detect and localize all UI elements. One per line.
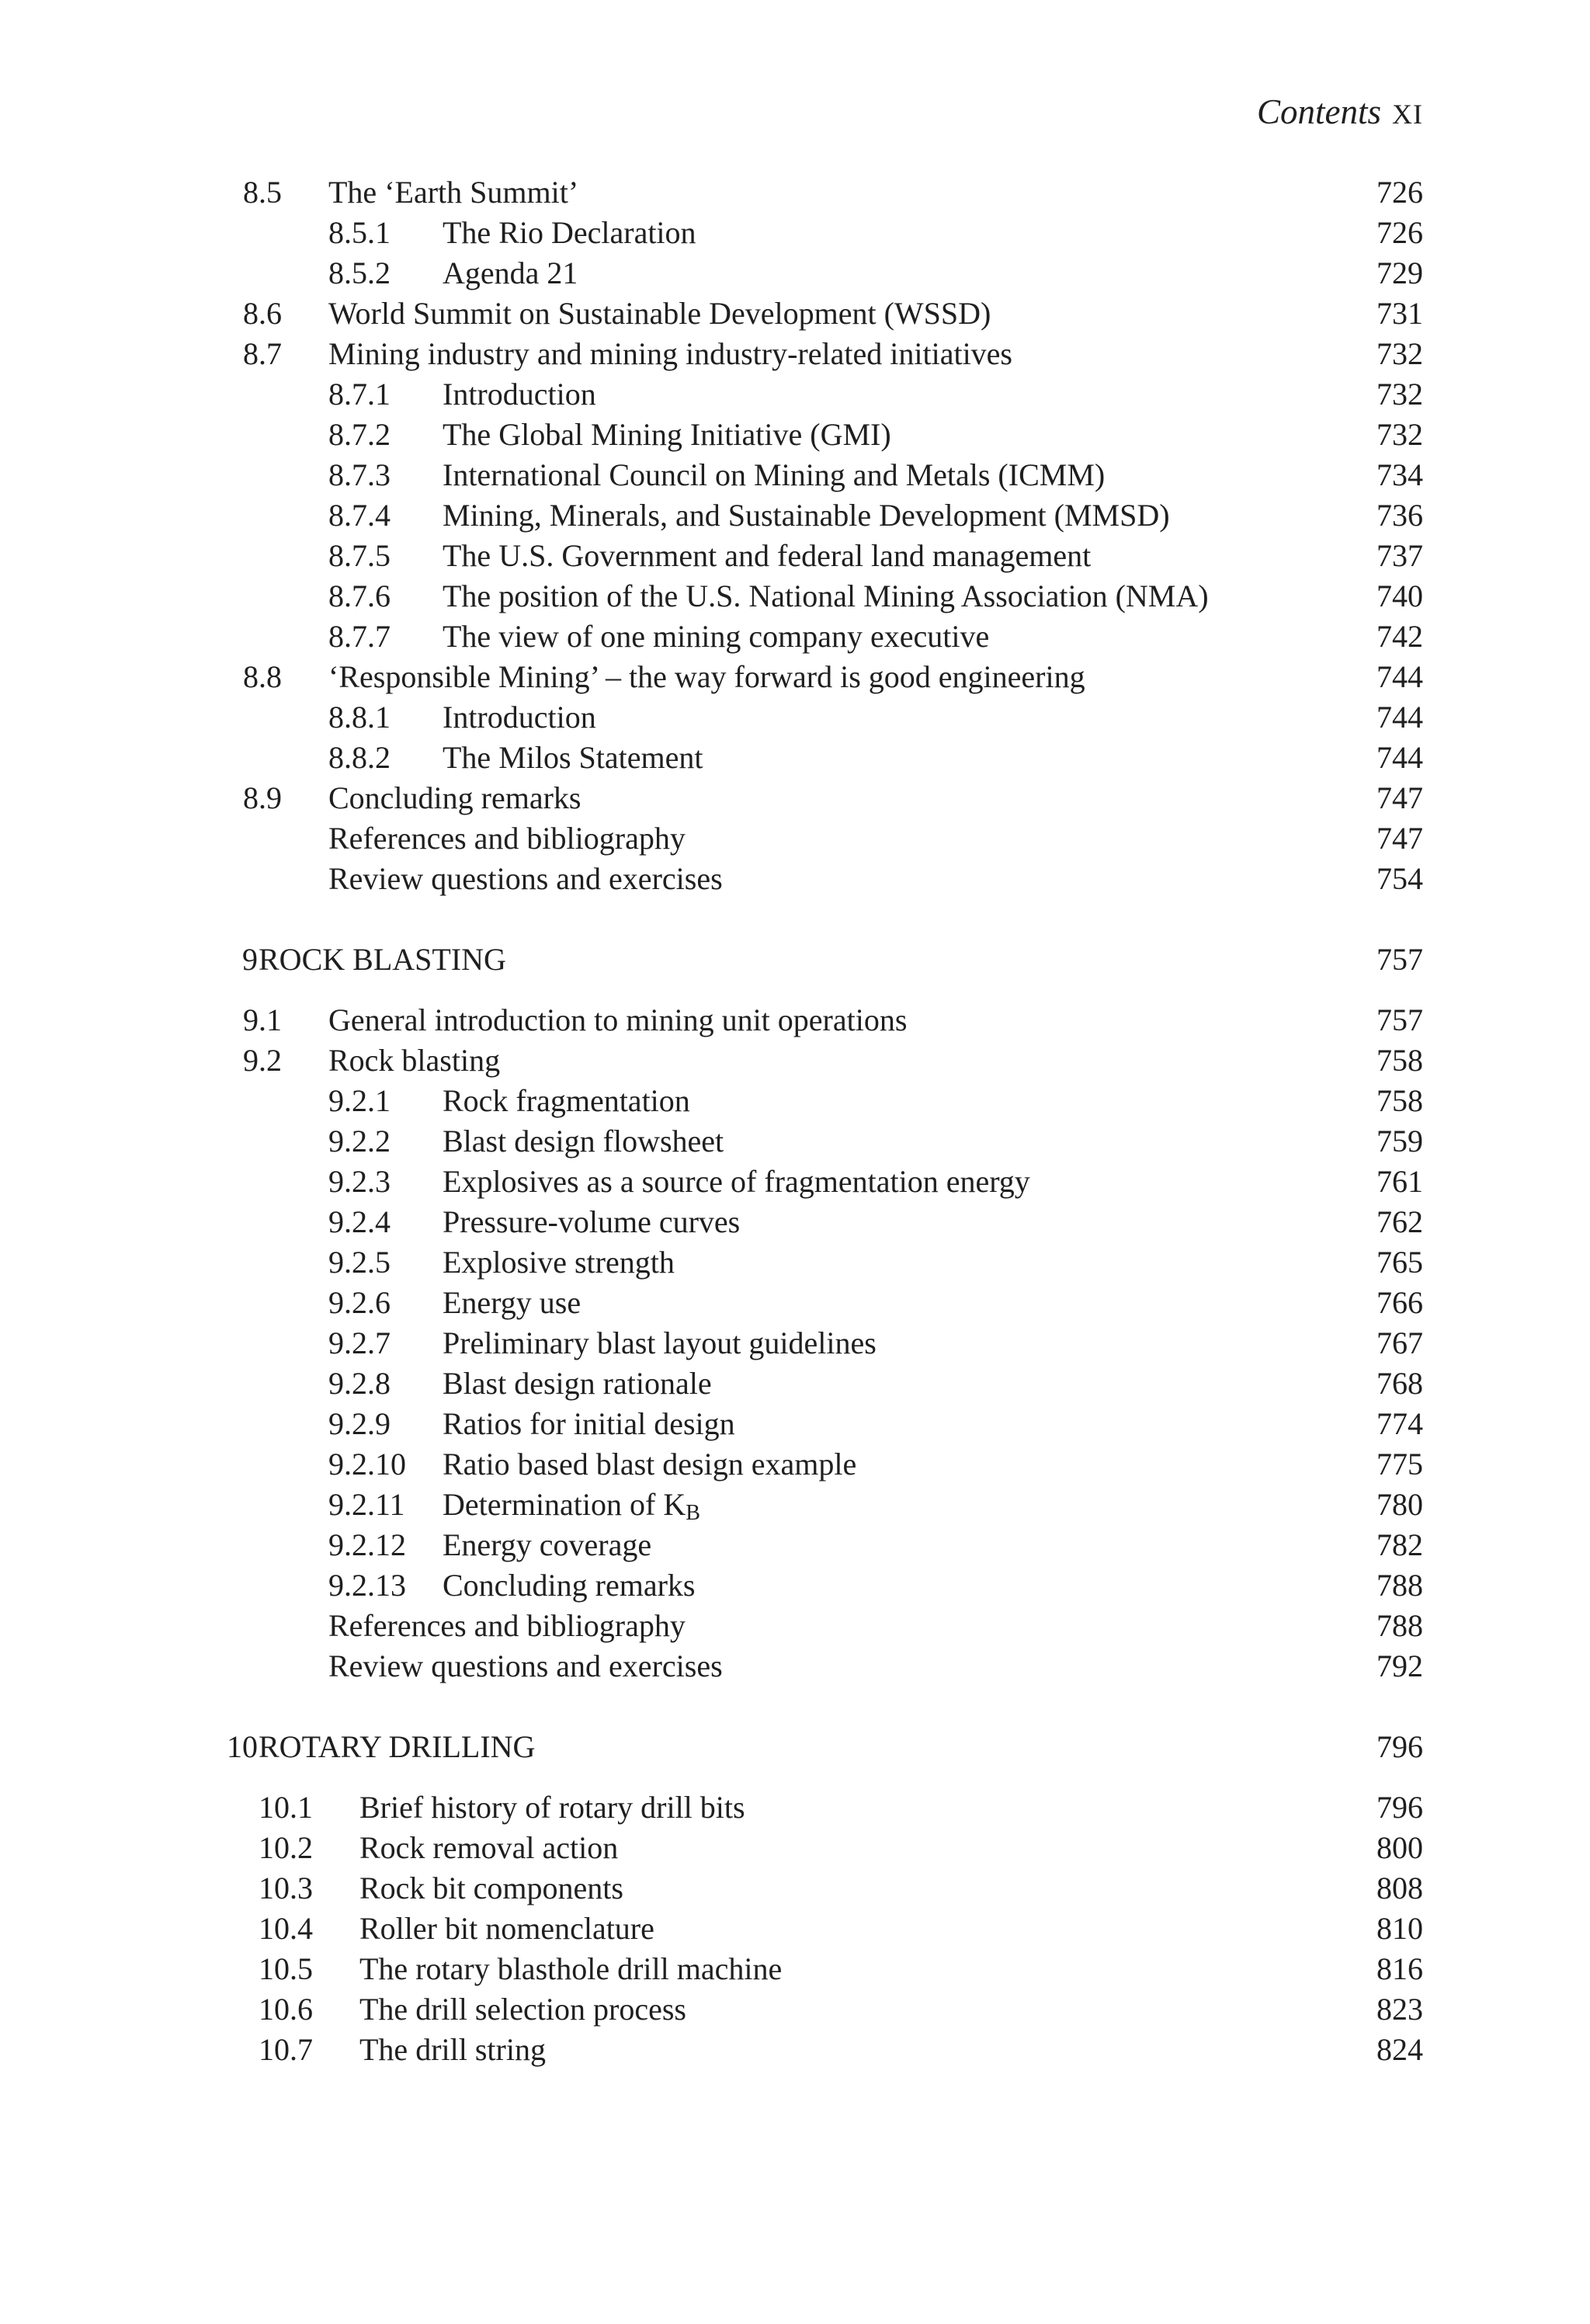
toc-entry-title bbox=[443, 1444, 856, 1485]
toc-entry-number: 9.2.6 bbox=[328, 1285, 391, 1320]
toc-entry-title-text: Energy coverage bbox=[443, 1527, 652, 1562]
toc-entry-title-text: World Summit on Sustainable Development (WSSD) bbox=[328, 296, 991, 331]
toc-entry-number: 10.1 bbox=[259, 1790, 313, 1825]
toc-entry-page: 761 bbox=[1376, 1164, 1423, 1199]
toc-entry-page: 757 bbox=[1376, 942, 1423, 977]
toc-entry-page: 726 bbox=[1376, 215, 1423, 250]
toc-entry bbox=[0, 1525, 1590, 1565]
toc-entry-title bbox=[443, 1404, 735, 1444]
toc-entry bbox=[0, 455, 1590, 495]
toc-entry-title bbox=[443, 495, 1170, 536]
toc-entry-number: 8.7.4 bbox=[328, 498, 391, 533]
toc-entry-page: 768 bbox=[1376, 1366, 1423, 1401]
toc-entry bbox=[0, 1828, 1590, 1868]
toc-entry-page: 740 bbox=[1376, 578, 1423, 613]
toc-entry-page: 734 bbox=[1376, 457, 1423, 492]
toc-entry-subscript: B bbox=[686, 1501, 700, 1525]
toc-entry-number: 8.7.1 bbox=[328, 377, 391, 412]
toc-entry bbox=[0, 172, 1590, 213]
toc-entry bbox=[0, 1040, 1590, 1081]
toc-entry-title bbox=[259, 940, 506, 980]
toc-entry-title bbox=[328, 1646, 723, 1687]
toc-entry bbox=[0, 1989, 1590, 2030]
toc-entry-title bbox=[328, 818, 686, 859]
toc-entry-title-text: Introduction bbox=[443, 700, 596, 735]
toc-entry-page: 731 bbox=[1376, 296, 1423, 331]
toc-entry-title bbox=[259, 1727, 535, 1767]
toc-entry-title-text: Explosive strength bbox=[443, 1245, 675, 1280]
toc-entry bbox=[0, 1323, 1590, 1363]
toc-entry-number: 9.2.9 bbox=[328, 1406, 391, 1441]
toc-entry-number: 10.4 bbox=[259, 1911, 313, 1946]
toc-entry bbox=[0, 1162, 1590, 1202]
toc-entry-page: 782 bbox=[1376, 1527, 1423, 1562]
toc-entry-title-text: Rock fragmentation bbox=[443, 1083, 690, 1118]
toc-entry-title bbox=[328, 1606, 686, 1646]
toc-entry-title-text: International Council on Mining and Metals (ICMM) bbox=[443, 457, 1106, 492]
toc-entry-number: 8.7.7 bbox=[328, 619, 391, 654]
toc-entry-title bbox=[443, 455, 1105, 495]
toc-entry-number: 10.7 bbox=[259, 2032, 313, 2067]
toc-entry-title-text: Explosives as a source of fragmentation energy bbox=[443, 1164, 1030, 1199]
toc-entry-title-text: General introduction to mining unit operations bbox=[328, 1002, 908, 1037]
toc-entry-number: 9.1 bbox=[243, 1002, 282, 1037]
toc-entry-page: 816 bbox=[1376, 1951, 1423, 1986]
toc-entry-title bbox=[443, 1121, 724, 1162]
toc-entry-number: 8.9 bbox=[243, 780, 282, 815]
toc-entry bbox=[0, 334, 1590, 374]
toc-entry-page: 729 bbox=[1376, 255, 1423, 290]
toc-entry-page: 732 bbox=[1376, 336, 1423, 371]
toc-entry bbox=[0, 495, 1590, 536]
toc-entry bbox=[0, 1444, 1590, 1485]
toc-entry bbox=[0, 2030, 1590, 2070]
toc-entry-page: 747 bbox=[1376, 821, 1423, 856]
toc-entry bbox=[0, 1202, 1590, 1242]
running-header bbox=[1257, 92, 1423, 132]
toc-entry bbox=[0, 213, 1590, 253]
toc-entry bbox=[0, 1283, 1590, 1323]
toc-entry-number: 8.8.2 bbox=[328, 740, 391, 775]
toc-entry-number: 8.5.2 bbox=[328, 255, 391, 290]
toc-entry-title bbox=[443, 415, 891, 455]
toc-entry-page: 767 bbox=[1376, 1325, 1423, 1360]
toc-entry-title-text: Blast design flowsheet bbox=[443, 1124, 724, 1159]
toc-entry-title bbox=[328, 859, 723, 899]
toc-entry bbox=[0, 697, 1590, 738]
toc-entry-title bbox=[328, 1000, 907, 1040]
toc-entry-number: 8.5 bbox=[243, 175, 282, 210]
toc-entry-number: 8.6 bbox=[243, 296, 282, 331]
toc-entry-page: 758 bbox=[1376, 1083, 1423, 1118]
toc-entry-title-text: Mining, Minerals, and Sustainable Development (MMSD) bbox=[443, 498, 1170, 533]
toc-entry-number: 9.2.5 bbox=[328, 1245, 391, 1280]
toc-entry bbox=[0, 657, 1590, 697]
toc-entry-title bbox=[328, 294, 991, 334]
running-header-title: Contents bbox=[1256, 92, 1381, 131]
toc-entry-title bbox=[328, 778, 581, 818]
toc-entry-title bbox=[443, 1242, 675, 1283]
toc-entry-title bbox=[328, 657, 1085, 697]
toc-entry-page: 788 bbox=[1376, 1568, 1423, 1603]
toc-entry-number: 8.7.5 bbox=[328, 538, 391, 573]
toc-entry bbox=[0, 818, 1590, 859]
toc-entry-title-text: The position of the U.S. National Mining Association (NMA) bbox=[443, 578, 1209, 613]
toc-entry-number: 8.7.2 bbox=[328, 417, 391, 452]
toc-chapter-entry bbox=[0, 1727, 1590, 1767]
toc-entry-title-text: The ‘Earth Summit’ bbox=[328, 175, 579, 210]
toc-entry bbox=[0, 1909, 1590, 1949]
toc-entry-title bbox=[328, 1040, 500, 1081]
toc-entry-title-text: Rock bit components bbox=[359, 1871, 623, 1905]
toc-entry-title bbox=[443, 1323, 877, 1363]
toc-entry-page: 796 bbox=[1376, 1790, 1423, 1825]
toc-entry-title-text: Pressure-volume curves bbox=[443, 1204, 741, 1239]
toc-entry-title-text: Preliminary blast layout guidelines bbox=[443, 1325, 877, 1360]
toc-entry-title bbox=[359, 1787, 745, 1828]
toc-entry-page: 766 bbox=[1376, 1285, 1423, 1320]
toc-entry bbox=[0, 576, 1590, 617]
toc-entry-title-text: The drill selection process bbox=[359, 1992, 686, 2027]
toc-entry-page: 744 bbox=[1376, 740, 1423, 775]
toc-entry-title bbox=[443, 1565, 696, 1606]
toc-entry-page: 780 bbox=[1376, 1487, 1423, 1522]
toc-entry bbox=[0, 1081, 1590, 1121]
toc-entry-title-text: Rock removal action bbox=[359, 1830, 619, 1865]
toc-entry-title bbox=[359, 1868, 623, 1909]
toc-entry-number: 10.5 bbox=[259, 1951, 313, 1986]
toc-entry-page: 775 bbox=[1376, 1447, 1423, 1482]
toc-entry-page: 759 bbox=[1376, 1124, 1423, 1159]
toc-entry bbox=[0, 1000, 1590, 1040]
toc-entry-number: 10.2 bbox=[259, 1830, 313, 1865]
toc-entry-page: 774 bbox=[1376, 1406, 1423, 1441]
toc-entry-page: 792 bbox=[1376, 1648, 1423, 1683]
toc-entry bbox=[0, 778, 1590, 818]
toc-entry-page: 757 bbox=[1376, 1002, 1423, 1037]
toc-entry-number: 10.3 bbox=[259, 1871, 313, 1905]
toc-entry-number: 9.2.7 bbox=[328, 1325, 391, 1360]
toc-entry-title-text: Concluding remarks bbox=[443, 1568, 696, 1603]
toc-entry-page: 744 bbox=[1376, 659, 1423, 694]
toc-entry-page: 824 bbox=[1376, 2032, 1423, 2067]
toc-entry-title-text: Rock blasting bbox=[328, 1043, 501, 1078]
toc-entry bbox=[0, 1606, 1590, 1646]
toc-entry-title bbox=[359, 1989, 686, 2030]
toc-entry bbox=[0, 738, 1590, 778]
toc-entry bbox=[0, 1485, 1590, 1525]
toc-entry-title-text: Ratios for initial design bbox=[443, 1406, 735, 1441]
toc-entry-title-text: The Milos Statement bbox=[443, 740, 703, 775]
toc-entry-title-text: Energy use bbox=[443, 1285, 581, 1320]
toc-entry-page: 736 bbox=[1376, 498, 1423, 533]
toc-entry-title-text: Ratio based blast design example bbox=[443, 1447, 857, 1482]
toc-entry-title bbox=[443, 1485, 700, 1525]
toc-entry-title-text: Review questions and exercises bbox=[328, 861, 723, 896]
toc-entry-page: 823 bbox=[1376, 1992, 1423, 2027]
toc-entry-number: 9 bbox=[242, 942, 258, 977]
toc-entry-page: 762 bbox=[1376, 1204, 1423, 1239]
toc-entry bbox=[0, 374, 1590, 415]
toc-entry-number: 9.2.13 bbox=[328, 1568, 406, 1603]
toc-entry-title bbox=[443, 1525, 651, 1565]
toc-entry-title bbox=[443, 374, 596, 415]
toc-entry-page: 810 bbox=[1376, 1911, 1423, 1946]
toc-entry bbox=[0, 415, 1590, 455]
toc-entry-page: 800 bbox=[1376, 1830, 1423, 1865]
toc-entry-title-text: References and bibliography bbox=[328, 1608, 686, 1643]
toc-entry-page: 758 bbox=[1376, 1043, 1423, 1078]
toc-entry-number: 9.2.3 bbox=[328, 1164, 391, 1199]
toc-entry-title bbox=[359, 1828, 618, 1868]
toc-entry-number: 8.8.1 bbox=[328, 700, 391, 735]
toc-entry-title-text: The U.S. Government and federal land management bbox=[443, 538, 1092, 573]
toc-entry-title-text: Roller bit nomenclature bbox=[359, 1911, 654, 1946]
toc-entry-number: 10.6 bbox=[259, 1992, 313, 2027]
toc-entry-number: 8.7 bbox=[243, 336, 282, 371]
toc-entry bbox=[0, 1242, 1590, 1283]
toc-entry-title-text: The Rio Declaration bbox=[443, 215, 696, 250]
toc-entry bbox=[0, 1646, 1590, 1687]
toc-entry bbox=[0, 1404, 1590, 1444]
toc-entry-title bbox=[328, 334, 1012, 374]
toc-entry bbox=[0, 859, 1590, 899]
toc-entry-title-text: ROCK BLASTING bbox=[259, 942, 506, 977]
toc-entry-page: 796 bbox=[1376, 1729, 1423, 1764]
toc-entry-page: 744 bbox=[1376, 700, 1423, 735]
toc-entry bbox=[0, 253, 1590, 294]
toc-entry-page: 788 bbox=[1376, 1608, 1423, 1643]
toc-entry bbox=[0, 1787, 1590, 1828]
toc-entry-title bbox=[359, 1949, 782, 1989]
toc-entry-title bbox=[359, 2030, 546, 2070]
toc-entry-title-text: Blast design rationale bbox=[443, 1366, 712, 1401]
toc-chapter-entry bbox=[0, 940, 1590, 980]
page-number: XI bbox=[1392, 99, 1423, 130]
toc-entry-title-text: Concluding remarks bbox=[328, 780, 581, 815]
toc-entry-title bbox=[443, 617, 989, 657]
toc-entry-title-text: The Global Mining Initiative (GMI) bbox=[443, 417, 891, 452]
toc-entry-number: 8.8 bbox=[243, 659, 282, 694]
toc-entry-title bbox=[443, 576, 1209, 617]
toc-entry-title-text: Determination of K bbox=[443, 1487, 686, 1522]
toc-entry-title bbox=[443, 253, 578, 294]
toc-entry-number: 9.2.1 bbox=[328, 1083, 391, 1118]
toc-entry-title-text: Mining industry and mining industry-related initiatives bbox=[328, 336, 1012, 371]
toc-entry-title-text: The view of one mining company executive bbox=[443, 619, 990, 654]
toc-entry-number: 8.7.6 bbox=[328, 578, 391, 613]
toc-entry-title-text: Review questions and exercises bbox=[328, 1648, 723, 1683]
toc-entry-number: 9.2.2 bbox=[328, 1124, 391, 1159]
toc-entry bbox=[0, 617, 1590, 657]
toc-entry-title bbox=[443, 738, 703, 778]
toc-entry-page: 747 bbox=[1376, 780, 1423, 815]
toc-entry-title bbox=[443, 1363, 712, 1404]
toc-entry-title bbox=[328, 172, 578, 213]
toc-entry-title bbox=[443, 213, 696, 253]
toc-entry-title-text: References and bibliography bbox=[328, 821, 686, 856]
table-of-contents bbox=[0, 172, 1590, 2070]
toc-entry-title bbox=[443, 1162, 1030, 1202]
toc-entry-title-text: ‘Responsible Mining’ – the way forward is good engineering bbox=[328, 659, 1085, 694]
toc-entry-number: 9.2.12 bbox=[328, 1527, 406, 1562]
toc-entry bbox=[0, 294, 1590, 334]
toc-entry-title-text: Brief history of rotary drill bits bbox=[359, 1790, 745, 1825]
toc-entry-page: 737 bbox=[1376, 538, 1423, 573]
toc-entry bbox=[0, 1121, 1590, 1162]
toc-entry-page: 742 bbox=[1376, 619, 1423, 654]
toc-entry-title bbox=[443, 1283, 581, 1323]
toc-entry-title-text: Agenda 21 bbox=[443, 255, 578, 290]
toc-entry-page: 808 bbox=[1376, 1871, 1423, 1905]
toc-entry-number: 9.2.4 bbox=[328, 1204, 391, 1239]
toc-entry-title bbox=[443, 697, 596, 738]
toc-entry-title-text: The rotary blasthole drill machine bbox=[359, 1951, 783, 1986]
toc-entry-page: 754 bbox=[1376, 861, 1423, 896]
toc-entry bbox=[0, 1565, 1590, 1606]
toc-entry-title-text: Introduction bbox=[443, 377, 596, 412]
toc-entry-page: 732 bbox=[1376, 377, 1423, 412]
toc-entry bbox=[0, 1949, 1590, 1989]
toc-entry-page: 765 bbox=[1376, 1245, 1423, 1280]
toc-entry-number: 9.2.10 bbox=[328, 1447, 406, 1482]
toc-entry-number: 8.7.3 bbox=[328, 457, 391, 492]
toc-entry-page: 732 bbox=[1376, 417, 1423, 452]
toc-entry-title bbox=[359, 1909, 654, 1949]
toc-entry-title-text: ROTARY DRILLING bbox=[259, 1729, 536, 1764]
toc-entry-title bbox=[443, 536, 1091, 576]
toc-entry-title bbox=[443, 1202, 740, 1242]
toc-entry-number: 9.2.11 bbox=[328, 1487, 405, 1522]
toc-entry bbox=[0, 1363, 1590, 1404]
toc-entry-page: 726 bbox=[1376, 175, 1423, 210]
toc-entry-number: 10 bbox=[227, 1729, 258, 1764]
toc-entry-number: 9.2.8 bbox=[328, 1366, 391, 1401]
toc-entry-number: 8.5.1 bbox=[328, 215, 391, 250]
toc-entry bbox=[0, 1868, 1590, 1909]
toc-entry-number: 9.2 bbox=[243, 1043, 282, 1078]
toc-entry bbox=[0, 536, 1590, 576]
toc-entry-title-text: The drill string bbox=[359, 2032, 546, 2067]
toc-entry-title bbox=[443, 1081, 690, 1121]
